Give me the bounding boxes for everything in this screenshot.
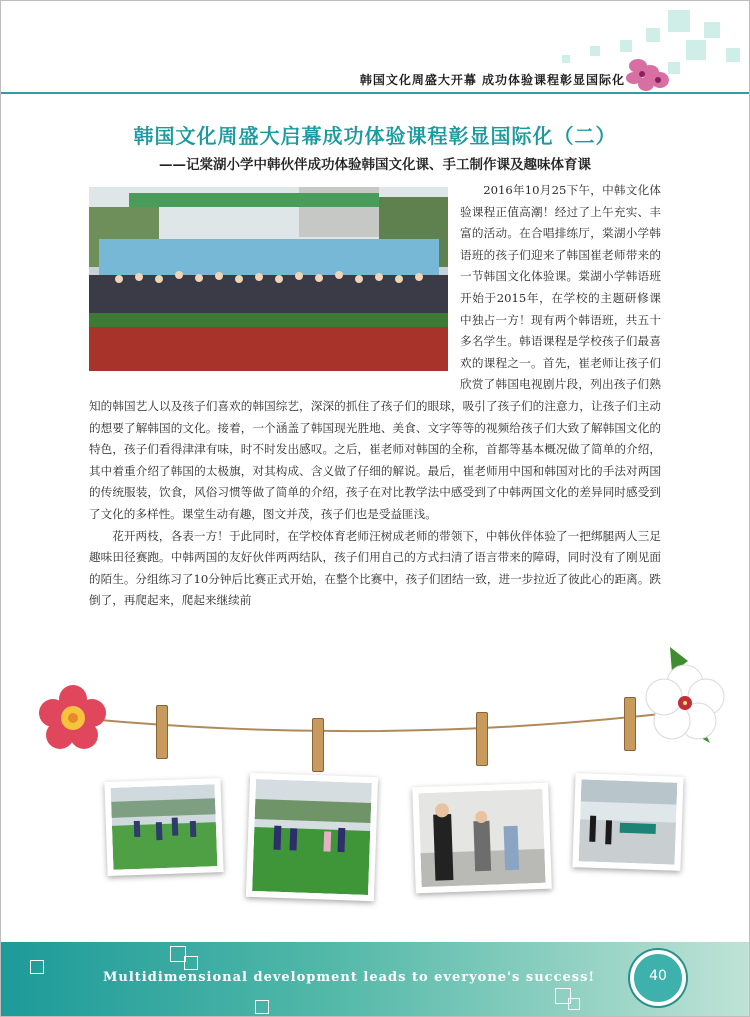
red-flower-icon	[38, 683, 108, 751]
pink-flower-icon	[620, 50, 672, 94]
footer-square-icon	[30, 960, 44, 974]
relay-race-photo	[252, 779, 372, 895]
photo-frame-2	[246, 773, 378, 901]
footer-square-icon	[568, 998, 580, 1010]
article-subtitle: ——记棠湖小学中韩伙伴成功体验韩国文化课、手工制作课及趣味体育课	[159, 157, 591, 173]
clothesline-rope	[0, 690, 750, 760]
photo-frame-1	[104, 778, 223, 876]
running-header: 韩国文化周盛大开幕 成功体验课程彰显国际化	[359, 73, 625, 87]
photo-frame-4	[572, 773, 683, 871]
article-body	[89, 180, 661, 612]
page-number: 40	[649, 968, 667, 984]
footer-square-icon	[255, 1000, 269, 1014]
page-number-badge	[630, 950, 686, 1006]
clothespin-icon	[156, 705, 168, 759]
header-rule	[0, 92, 750, 94]
photo-frame-3	[412, 783, 552, 894]
clothespin-icon	[476, 712, 488, 766]
white-hibiscus-icon	[640, 643, 726, 747]
clothespin-icon	[312, 718, 324, 772]
clothespin-icon	[624, 697, 636, 751]
footer-slogan: Multidimensional development leads to everyone's success!	[103, 970, 596, 985]
paragraph-2: 花开两枝，各表一方！于此同时，在学校体育老师汪树成老师的带领下，中韩伙伴体验了一把绑腿两人三足趣味田径赛跑。中韩两国的友好伙伴两两结队，孩子们用自己的方式扫清了语言带来的障碍，同时没有了刚见面的陌生。分组练习了10分钟后比赛正式开始，在整个比赛中，孩子们团结一致，进一步拉近了彼此心的距离。跌倒了，再爬起来，爬起来继续前	[89, 528, 661, 608]
students-field-photo	[111, 784, 218, 870]
article-title: 韩国文化周盛大启幕成功体验课程彰显国际化（二）	[133, 124, 617, 148]
page-footer	[0, 942, 750, 1017]
footer-square-icon	[184, 956, 198, 970]
teacher-students-photo	[418, 789, 545, 887]
paragraph-1: 2016年10月25下午，中韩文化体验课程正值高潮！经过了上午充实、丰富的活动。在合唱排练厅，棠湖小学韩语班的孩子们迎来了韩国崔老师带来的一节韩国文化体验课。棠湖小学韩语班开始于2015年，在学校的主题研修课中独占一方！现有两个韩语班，共五十多名学生。韩语课程是学校孩子们最喜欢的课程之一。首先，崔老师让孩子们欣赏了韩国电视剧片段，列出孩子们熟知的韩国艺人以及孩子们喜欢的韩国综艺，深深的抓住了孩子们的眼球，吸引了孩子们的注意力，让孩子们主动的想要了解韩国的文化。接着，一个涵盖了韩国现光胜地、美食、文字等等的视频给孩子们大致了解韩国文化的特色，孩子们看得津津有味，时不时发出感叹。之后，崔老师对韩国的全称，首都等基本概况做了简单的介绍，其中着重介绍了韩国的太极旗，对其构成、含义做了仔细的解说。最后，崔老师用中国和韩国对比的手法对两国的传统服装，饮食，风俗习惯等做了简单的介绍，孩子在对比教学法中感受到了中韩两国文化的差异同时感受到了文化的多样性。课堂生动有趣，图文并茂，孩子们也是受益匪浅。	[89, 183, 661, 521]
ping-pong-photo	[579, 779, 678, 864]
